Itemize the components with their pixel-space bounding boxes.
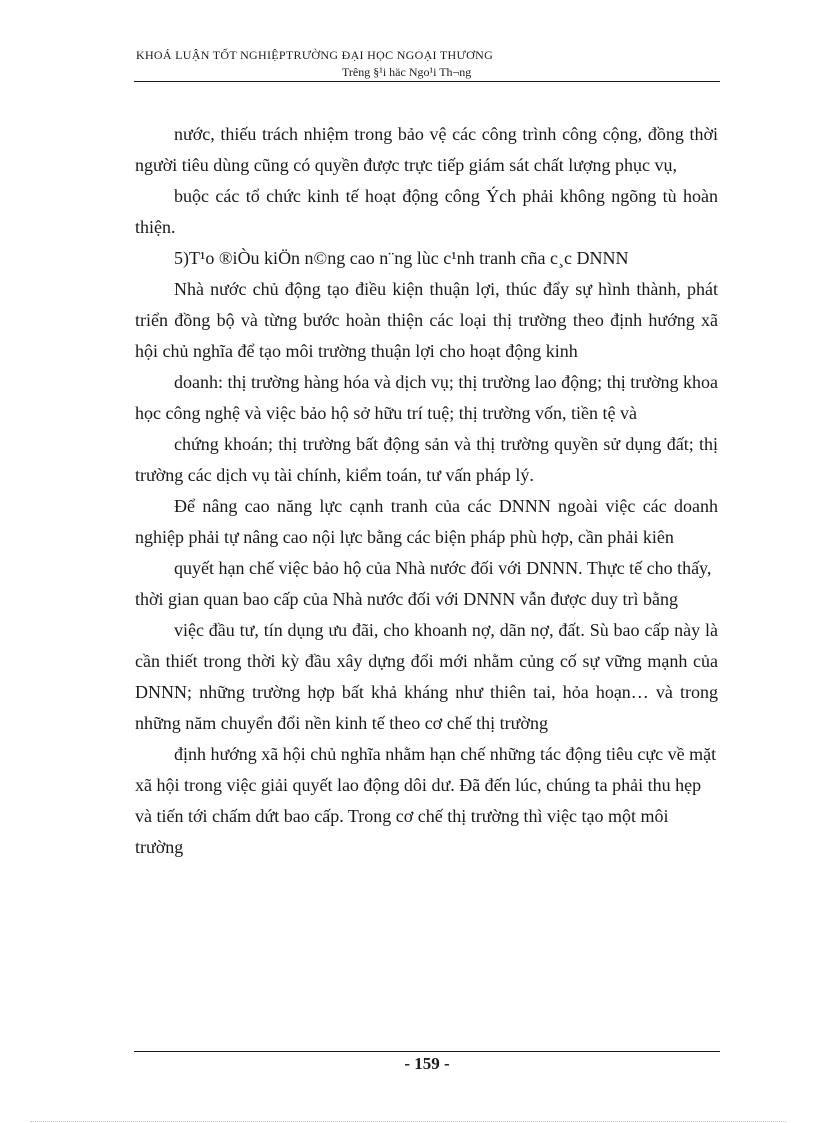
paragraph-6: Để nâng cao năng lực cạnh tranh của các DNNN ngoài việc các doanh nghiệp phải tự nâng cao nội lực bằng các biện pháp phù hợp, cần phải kiên [135,496,718,547]
paragraph-1: nước, thiếu trách nhiệm trong bảo vệ các công trình công cộng, đồng thời người tiêu dùng cũng có quyền được trực tiếp giám sát chất lượng phục vụ, [135,124,718,175]
header-divider [134,81,720,82]
paragraph-4: doanh: thị trường hàng hóa và dịch vụ; thị trường lao động; thị trường khoa học công nghệ và việc bảo hộ sở hữu trí tuệ; thị trường vốn, tiền tệ và [135,372,718,423]
paragraph-9: định hướng xã hội chủ nghĩa nhằm hạn chế những tác động tiêu cực về mặt xã hội trong việc giải quyết lao động dôi dư. Đã đến lúc, chúng ta phải thu hẹp và tiến tới chấm dứt bao cấp. Trong cơ chế thị trường thì việc tạo một môi trường [135,744,717,857]
header-subtitle: Trêng §¹i häc Ngo¹i Th¬ng [342,65,472,79]
page-number: - 159 - [404,1054,450,1073]
paragraph-8: việc đầu tư, tín dụng ưu đãi, cho khoanh nợ, dãn nợ, đất. Sù bao cấp này là cần thiết trong thời kỳ đầu xây dựng đổi mới nhằm củng cố sự vững mạnh của DNNN; những trường hợp bất khả kháng như thiên tai, hỏa hoạn… và trong những năm chuyển đổi nền kinh tế theo cơ chế thị trường [135,620,718,733]
paragraph-3: Nhà nước chủ động tạo điều kiện thuận lợi, thúc đẩy sự hình thành, phát triển đồng bộ và từng bước hoàn thiện các loại thị trường theo định hướng xã hội chủ nghĩa để tạo môi trường thuận lợi cho hoạt động kinh [135,279,718,361]
paragraph-2: buộc các tổ chức kinh tế hoạt động công Ých phải không ngõng tù hoàn thiện. [135,186,718,237]
section-heading: 5)T¹o ®iÒu kiÖn n©ng cao n¨ng lùc c¹nh tranh cña c¸c DNNN [174,248,629,268]
body-text [135,119,718,863]
footer-divider [134,1051,720,1052]
header-title: KHOÁ LUẬN TỐT NGHIỆPTRƯỜNG ĐẠI HỌC NGOẠI THƯƠNG [136,48,494,62]
page-bottom-border [30,1121,786,1122]
paragraph-5: chứng khoán; thị trường bất động sản và thị trường quyền sử dụng đất; thị trường các dịch vụ tài chính, kiểm toán, tư vấn pháp lý. [135,434,718,485]
paragraph-7: quyết hạn chế việc bảo hộ của Nhà nước đối với DNNN. Thực tế cho thấy, thời gian quan bao cấp của Nhà nước đối với DNNN vẫn được duy trì bằng [135,558,712,609]
